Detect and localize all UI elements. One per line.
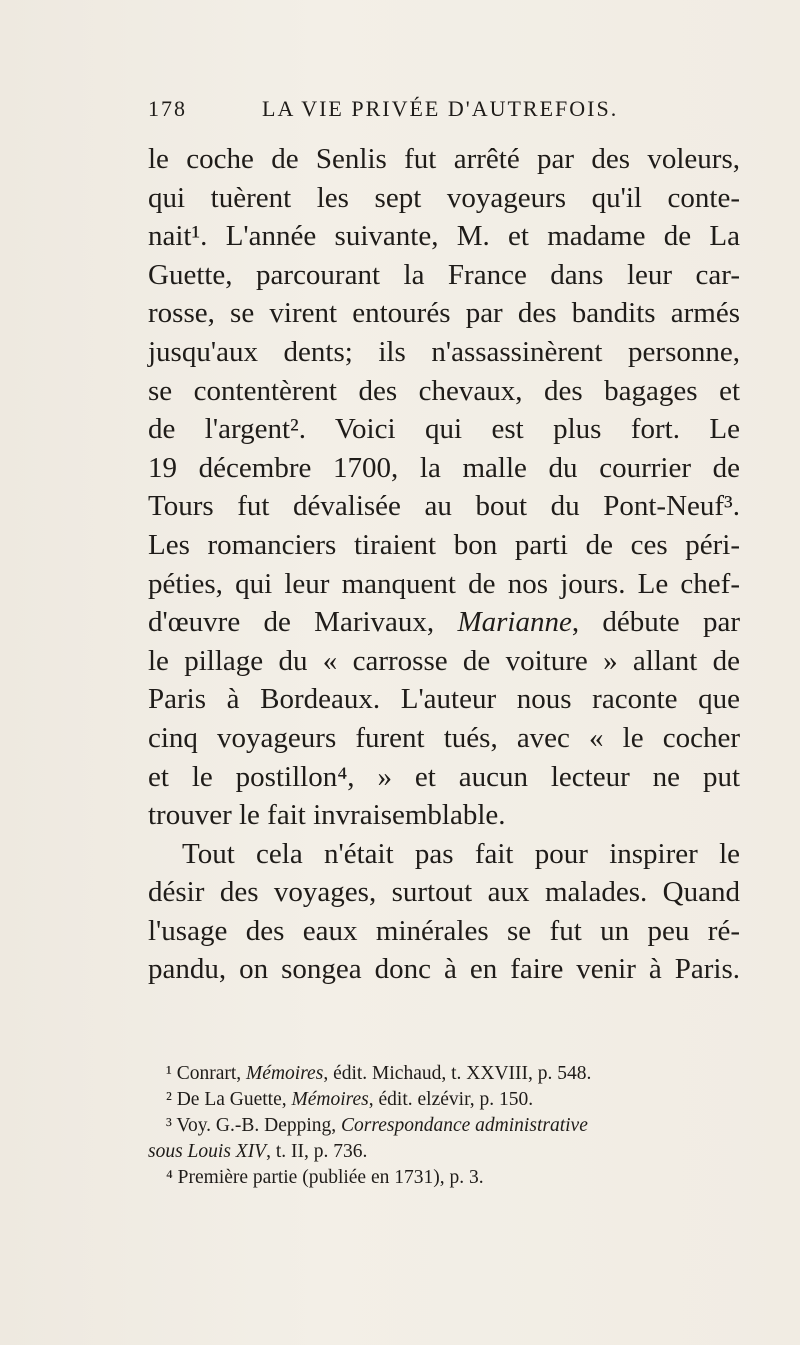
text-line: 19 décembre 1700, la malle du courrier de: [148, 451, 740, 484]
text-line: pandu, on songea donc à en faire venir à Paris.: [148, 953, 740, 986]
text-line: péties, qui leur manquent de nos jours. Le chef-: [148, 567, 740, 600]
text-line: jusqu'aux dents; ils n'assassinèrent personne,: [148, 335, 740, 368]
text-line: d'œuvre de Marivaux, Marianne, débute par: [148, 606, 740, 639]
text-line: cinq voyageurs furent tués, avec « le cocher: [148, 721, 740, 754]
text-line: l'usage des eaux minérales se fut un peu ré-: [148, 914, 740, 947]
text-line: Guette, parcourant la France dans leur car-: [148, 258, 740, 291]
text-line: le coche de Senlis fut arrêté par des voleurs,: [148, 143, 740, 175]
text-line: désir des voyages, surtout aux malades. Quand: [148, 876, 740, 909]
text-line: Tout cela n'était pas fait pour inspirer le: [182, 837, 740, 870]
footnote: ² De La Guette, Mémoires, édit. elzévir, p. 150.: [166, 1089, 534, 1110]
text-line: nait¹. L'année suivante, M. et madame de La: [148, 220, 740, 253]
text-line: se contentèrent des chevaux, des bagages et: [148, 374, 740, 407]
text-line: trouver le fait invraisemblable.: [148, 799, 506, 832]
text-line: rosse, se virent entourés par des bandits armés: [148, 297, 740, 330]
text-line: Tours fut dévalisée au bout du Pont-Neuf³.: [148, 490, 740, 523]
footnote: ⁴ Première partie (publiée en 1731), p. 3.: [166, 1167, 484, 1188]
text-line: le pillage du « carrosse de voiture » allant de: [148, 644, 740, 677]
footnotes: [148, 1061, 740, 1191]
running-title: LA VIE PRIVÉE D'AUTREFOIS.: [262, 96, 619, 121]
text-line: et le postillon⁴, » et aucun lecteur ne put: [148, 760, 740, 793]
footnote: ³ Voy. G.-B. Depping, Correspondance administrative: [166, 1115, 588, 1136]
footnote-continuation: sous Louis XIV, t. II, p. 736.: [148, 1141, 368, 1162]
body-text: [148, 140, 740, 989]
footnote: ¹ Conrart, Mémoires, édit. Michaud, t. XXVIII, p. 548.: [166, 1063, 592, 1084]
page-number: 178: [148, 96, 187, 121]
text-line: de l'argent². Voici qui est plus fort. Le: [148, 413, 740, 446]
text-line: Paris à Bordeaux. L'auteur nous raconte que: [148, 683, 740, 716]
text-line: qui tuèrent les sept voyageurs qu'il conte-: [148, 181, 740, 214]
text-line: Les romanciers tiraient bon parti de ces péri-: [148, 528, 740, 561]
